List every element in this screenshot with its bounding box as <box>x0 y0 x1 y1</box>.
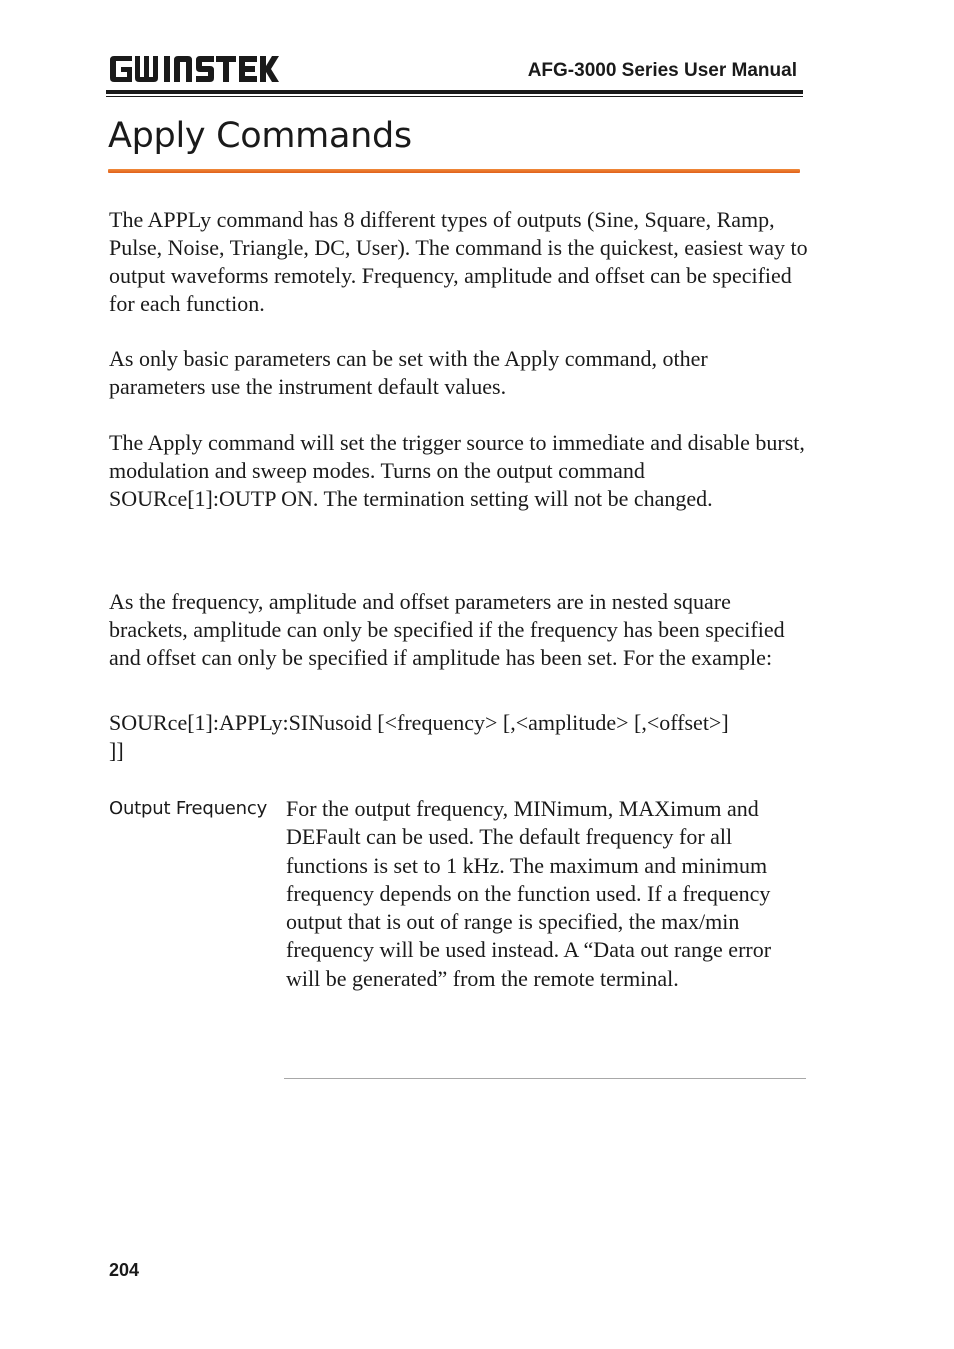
paragraph-basic-parameters: As only basic parameters can be set with the Apply command, other parameters use the instrument default values. <box>109 346 708 399</box>
section-divider <box>284 1078 806 1079</box>
page-title: Apply Commands <box>108 116 412 156</box>
syntax-example: SOURce[1]:APPLy:SINusoid [<frequency> [,<amplitude> [,<offset>] ]] <box>109 710 729 763</box>
paragraph-intro: The APPLy command has 8 different types of outputs (Sine, Square, Ramp, Pulse, Noise, Triangle, DC, User). The command is the quickest, easiest way to output waveforms remotely. Frequency, amplitude and offset can be specified for each function. <box>109 207 808 316</box>
page-number: 204 <box>109 1260 140 1280</box>
manual-title: AFG-3000 Series User Manual <box>527 60 797 81</box>
output-frequency-label: Output Frequency <box>109 798 268 819</box>
brand-logo <box>108 54 280 84</box>
header-rule-thick <box>106 90 803 94</box>
paragraph-nested-brackets: As the frequency, amplitude and offset parameters are in nested square brackets, amplitude can only be specified if the frequency has been specified and offset can only be specified if amplitude has been set. For the example: <box>109 589 785 670</box>
header-rule-thin <box>106 96 803 97</box>
paragraph-trigger-source: The Apply command will set the trigger source to immediate and disable burst, modulation and sweep modes. Turns on the output command SOURce[1]:OUTP ON. The termination setting will not be changed. <box>109 430 805 511</box>
output-frequency-description: For the output frequency, MINimum, MAXimum and DEFault can be used. The default frequency for all functions is set to 1 kHz. The maximum and minimum frequency depends on the function used. If a frequency output that is out of range is specified, the max/min frequency will be used instead. A “Data out range error will be generated” from the remote terminal. <box>286 796 772 991</box>
title-underline <box>108 169 800 173</box>
